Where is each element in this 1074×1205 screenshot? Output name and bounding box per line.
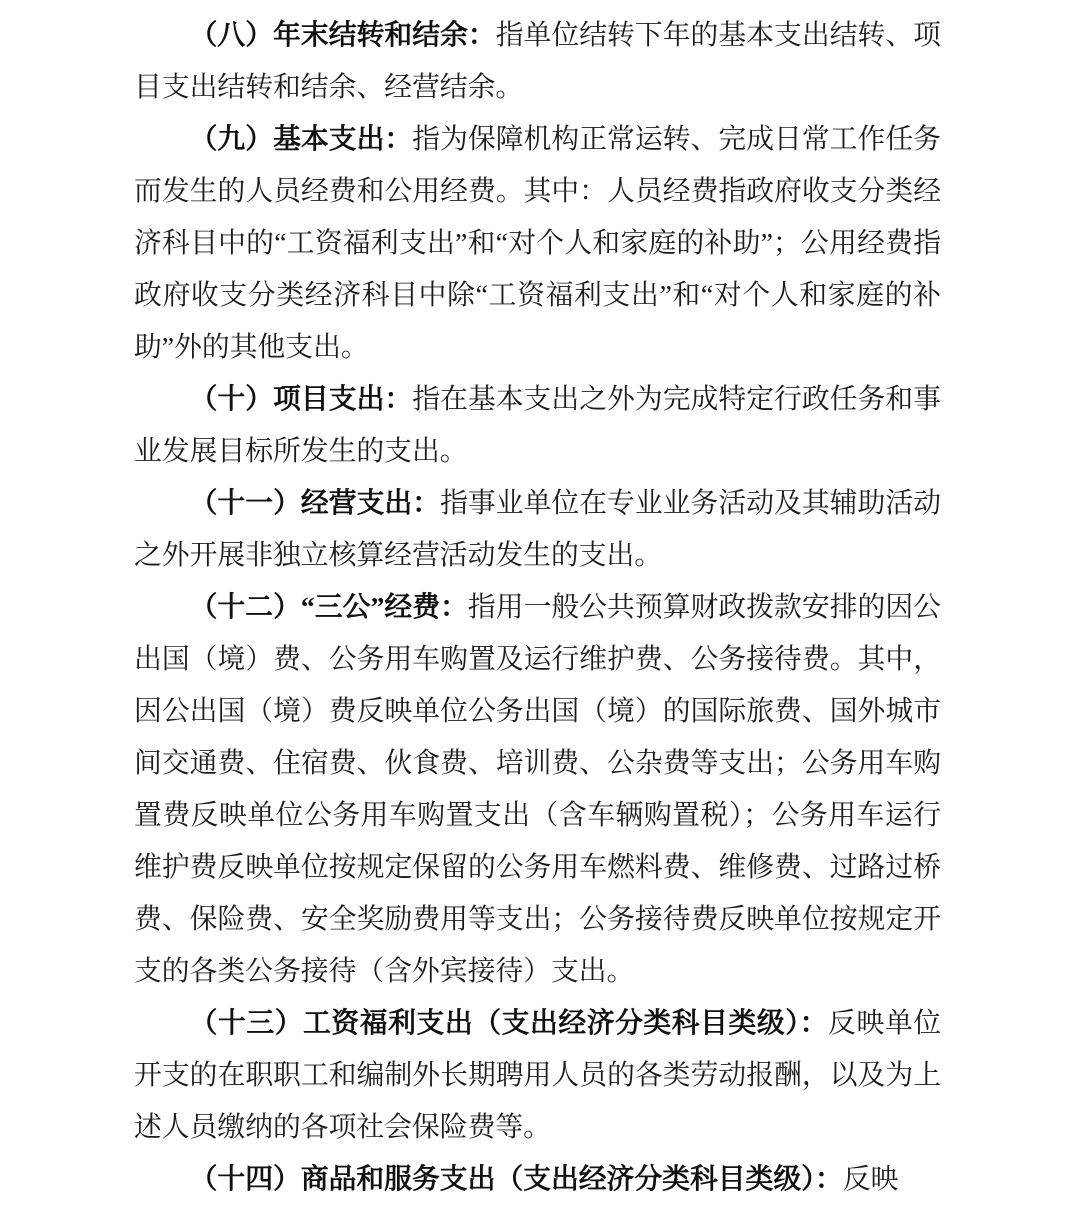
para-goods-services-expenditure xyxy=(134,1154,941,1205)
document-body xyxy=(134,10,941,1205)
para-operating-expenditure xyxy=(134,478,941,582)
term-label: （十二）“三公”经费： xyxy=(189,592,468,623)
term-label: （十四）商品和服务支出（支出经济分类科目类级）： xyxy=(189,1164,843,1195)
term-definition: 指单位结转下年的基本支出结转、项目支出结转和结余、经营结余。 xyxy=(134,20,941,103)
term-definition: 反映 xyxy=(842,1164,899,1195)
term-label: （九）基本支出： xyxy=(189,124,413,155)
term-label: （十）项目支出： xyxy=(189,384,413,415)
term-label: （八）年末结转和结余： xyxy=(189,20,496,51)
term-label: （十一）经营支出： xyxy=(189,488,441,519)
term-definition: 反映单位开支的在职职工和编制外长期聘用人员的各类劳动报酬，以及为上述人员缴纳的各项社会保险费等。 xyxy=(134,1008,941,1143)
para-basic-expenditure xyxy=(134,114,941,374)
para-project-expenditure xyxy=(134,374,941,478)
term-definition: 指用一般公共预算财政拨款安排的因公出国（境）费、公务用车购置及运行维护费、公务接待费。其中，因公出国（境）费反映单位公务出国（境）的国际旅费、国外城市间交通费、住宿费、伙食费、培训费、公杂费等支出；公务用车购置费反映单位公务用车购置支出（含车辆购置税）；公务用车运行维护费反映单位按规定保留的公务用车燃料费、维修费、过路过桥费、保险费、安全奖励费用等支出；公务接待费反映单位按规定开支的各类公务接待（含外宾接待）支出。 xyxy=(134,592,941,987)
para-three-public-funds xyxy=(134,582,941,998)
term-definition: 指事业单位在专业业务活动及其辅助活动之外开展非独立核算经营活动发生的支出。 xyxy=(134,488,941,571)
term-definition: 指在基本支出之外为完成特定行政任务和事业发展目标所发生的支出。 xyxy=(134,384,941,467)
para-salary-welfare-expenditure xyxy=(134,998,941,1154)
term-definition: 指为保障机构正常运转、完成日常工作任务而发生的人员经费和公用经费。其中：人员经费指政府收支分类经济科目中的“工资福利支出”和“对个人和家庭的补助”；公用经费指政府收支分类经济科目中除“工资福利支出”和“对个人和家庭的补助”外的其他支出。 xyxy=(134,124,942,363)
para-year-end-carryover xyxy=(134,10,941,114)
term-label: （十三）工资福利支出（支出经济分类科目类级）： xyxy=(189,1008,829,1039)
